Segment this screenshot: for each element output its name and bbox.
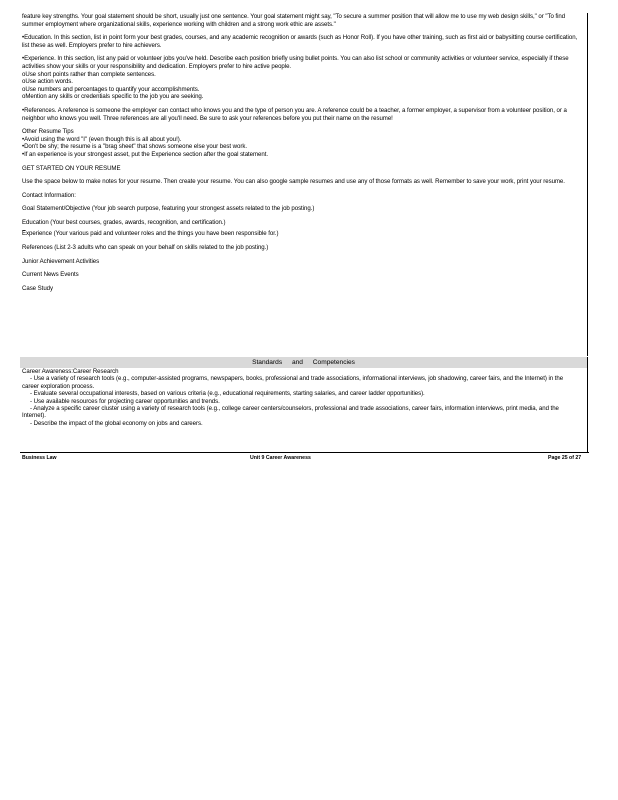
current-news-label: Current News Events bbox=[22, 271, 79, 279]
goal-statement-paragraph: feature key strengths. Your goal statement should be short, usually just one sentence. Your goal statement might say, "To secure a summer position that will allow me to use my web design skills," or "To find summer employment where organizational skills, experience working with children and a strong work ethic are assets." bbox=[22, 13, 566, 28]
standard-item: - Use available resources for projecting career opportunities and trends. bbox=[30, 397, 220, 405]
tips-heading: Other Resume Tips bbox=[22, 128, 74, 136]
experience-point: oUse short points rather than complete sentences. bbox=[22, 70, 156, 78]
standards-title: Standards and Competencies bbox=[252, 359, 355, 366]
resume-guide-section bbox=[22, 13, 588, 356]
experience-label: Experience (Your various paid and volunteer roles and the things you have been responsible for.) bbox=[22, 230, 279, 238]
tip-item: •If an experience is your strongest asset, put the Experience section after the goal statement. bbox=[22, 150, 269, 158]
education-label: Education (Your best courses, grades, awards, recognition, and certification.) bbox=[22, 218, 226, 226]
standard-item: - Describe the impact of the global economy on jobs and careers. bbox=[30, 419, 203, 427]
standard-item: - Evaluate several occupational interests, based on various criteria (e.g., educational requirements, starting salaries, and career ladder opportunities). bbox=[30, 390, 425, 398]
standard-item: - Analyze a specific career cluster using a variety of research tools (e.g., college career centers/counselors, professional and trade associations, career fairs, information interviews, print media, and the Internet). bbox=[22, 405, 559, 420]
education-paragraph: •Education. In this section, list in point form your best grades, courses, and any academic recognition or awards (such as Honor Roll). If you have other training, such as first aid or babysitting course certification, list these as well. Employers prefer to hire achievers. bbox=[22, 34, 578, 49]
dash-mark: _ bbox=[22, 224, 26, 232]
get-started-heading: GET STARTED ON YOUR RESUME bbox=[22, 164, 121, 172]
tip-item: •Don't be shy; the resume is a "brag sheet" that shows someone else your best work. bbox=[22, 143, 247, 151]
experience-point: oUse numbers and percentages to quantify your accomplishments. bbox=[22, 85, 200, 93]
standards-section bbox=[22, 368, 588, 452]
footer-page-number: Page 25 of 27 bbox=[548, 455, 582, 461]
standards-band bbox=[20, 357, 588, 368]
junior-achievement-label: Junior Achievement Activities bbox=[22, 257, 100, 265]
standard-item: - Use a variety of research tools (e.g., computer-assisted programs, newspapers, books, professional and trade associations, informational interviews, job shadowing, career fairs, and the Internet) in the career exploration process. bbox=[22, 375, 564, 390]
footer-unit: Unit 9 Career Awareness bbox=[250, 455, 311, 461]
standards-heading: Career Awareness:Career Research bbox=[22, 368, 119, 375]
case-study-label: Case Study bbox=[22, 284, 54, 292]
references-paragraph: •References. A reference is someone the employer can contact who knows you and the type of person you are. A reference could be a teacher, a former employer, a supervisor from a volunteer position, or a neighbor who knows you well. Three references are all you'll need. Be sure to ask your references before you put their name on the resume! bbox=[22, 106, 567, 122]
tip-item: •Avoid using the word "I" (even though this is all about you!). bbox=[22, 135, 182, 143]
experience-point: oMention any skills or credentials specific to the job you are seeking. bbox=[22, 93, 204, 101]
contact-info-label: Contact Information: bbox=[22, 191, 76, 199]
experience-point: oUse action words. bbox=[22, 78, 73, 86]
references-label: References (List 2-3 adults who can speak on your behalf on skills related to the job posting.) bbox=[22, 244, 269, 252]
goal-statement-label: Goal Statement/Objective (Your job search purpose, featuring your strongest assets related to the job posting.) bbox=[22, 205, 315, 213]
instructions-paragraph: Use the space below to make notes for your resume. Then create your resume. You can also google sample resumes and use any of those formats as well. Remember to save your work, print your resume. bbox=[22, 178, 565, 186]
footer-divider bbox=[20, 452, 589, 453]
footer-course: Business Law bbox=[22, 455, 57, 461]
experience-paragraph: •Experience. In this section, list any paid or volunteer jobs you've held. Describe each position briefly using bullet points. You can also list school or community activities or volunteer service, especially if these activities show your skills or your responsibility and dedication. Employers prefer to hire active people. bbox=[22, 55, 569, 70]
